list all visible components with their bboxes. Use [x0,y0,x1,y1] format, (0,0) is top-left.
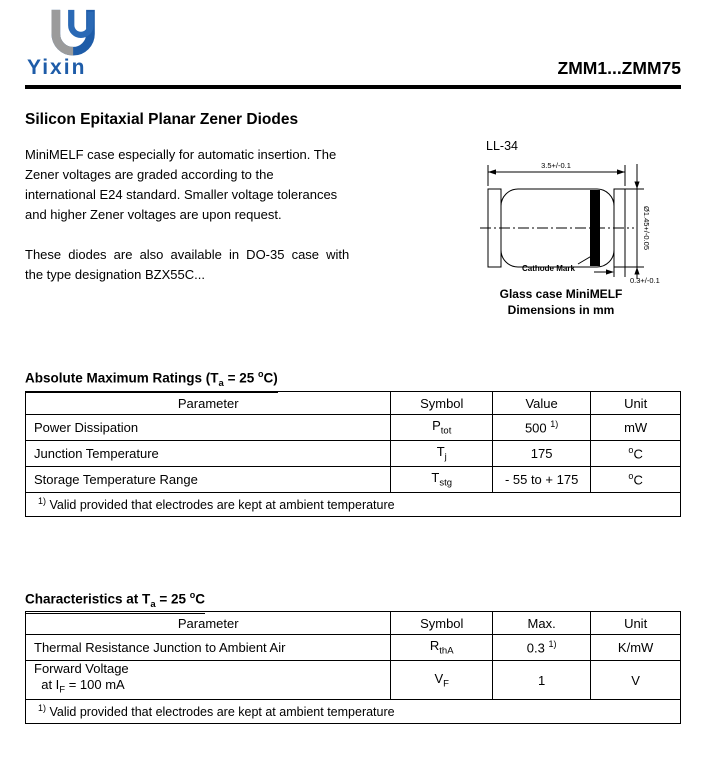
intro-p2-line: the type designation BZX55C... [25,267,205,282]
intro-p1-line: MiniMELF case especially for automatic insertion. The [25,147,337,162]
cathode-mark-label: Cathode Mark [522,264,575,273]
intro-paragraph-1 [25,145,337,225]
table-row [26,635,681,661]
abs-max-heading: Absolute Maximum Ratings ($T_a = 25$ $^o$C) [25,369,278,393]
brand-name: Yixin [27,56,87,79]
cell-unit: $^o$C [591,441,681,467]
col-header-max: Max. [493,612,591,635]
table-footnote-row [26,493,681,517]
cell-unit: mW [591,415,681,441]
table-row [26,415,681,441]
document-title: ZMM1...ZMM75 [557,58,681,78]
cell-value: 0.3 $^{1)}$ [493,635,591,661]
col-header-unit: Unit [591,392,681,415]
cell-parameter: Thermal Resistance Junction to Ambient Air [26,635,391,661]
cell-parameter: Junction Temperature [26,441,391,467]
cell-parameter: Storage Temperature Range [26,467,391,493]
package-name: LL-34 [486,139,518,153]
diameter-dimension-label: Ø1.45+/-0.05 [642,206,651,250]
cell-unit: K/mW [591,635,681,661]
table-header-row [26,392,681,415]
cell-parameter: Forward Voltage at $I_F = 100$ mA [26,661,391,700]
col-header-value: Value [493,392,591,415]
package-caption-line1: Glass case MiniMELF [499,287,623,301]
cell-value: 500 $^{1)}$ [493,415,591,441]
header-rule [25,85,681,89]
table-row [26,441,681,467]
band-dimension-label: 0.3+/-0.1 [630,276,660,285]
col-header-symbol: Symbol [391,612,493,635]
col-header-parameter: Parameter [26,392,391,415]
cell-symbol: $P_{tot}$ [391,415,493,441]
package-caption-line2: Dimensions in mm [507,303,615,317]
cell-value: 1 [493,661,591,700]
col-header-parameter: Parameter [26,612,391,635]
table-header-row [26,612,681,635]
intro-paragraph-2 [25,245,349,285]
cell-parameter: Power Dissipation [26,415,391,441]
cell-symbol: $T_j$ [391,441,493,467]
cell-value: - 55 to + 175 [493,467,591,493]
table-footnote-row [26,700,681,724]
length-dimension-label: 3.5+/-0.1 [541,161,571,170]
company-logo-u-icon [46,7,108,57]
col-header-symbol: Symbol [391,392,493,415]
cell-symbol: $V_F$ [391,661,493,700]
cell-symbol: $R_{thA}$ [391,635,493,661]
intro-p1-line: Zener voltages are graded according to the [25,167,274,182]
cell-unit: V [591,661,681,700]
characteristics-heading: Characteristics at $T_a = 25$ $^o$C [25,590,205,614]
abs-max-table [25,391,681,517]
page-heading: Silicon Epitaxial Planar Zener Diodes [25,111,299,128]
characteristics-table [25,611,681,724]
cell-unit: $^o$C [591,467,681,493]
package-outline-drawing [480,157,707,289]
intro-p1-line: international E24 standard. Smaller voltage tolerances [25,187,338,202]
intro-p1-line: and higher Zener voltages are upon request. [25,207,282,222]
table-row [26,661,681,700]
table-footnote: $^{1)}$ Valid provided that electrodes are kept at ambient temperature [26,700,681,724]
cell-value: 175 [493,441,591,467]
intro-p2-line: These diodes are also available in DO-35 case with [25,247,350,262]
table-row [26,467,681,493]
table-footnote: $^{1)}$ Valid provided that electrodes are kept at ambient temperature [26,493,681,517]
col-header-unit: Unit [591,612,681,635]
cell-symbol: $T_{stg}$ [391,467,493,493]
